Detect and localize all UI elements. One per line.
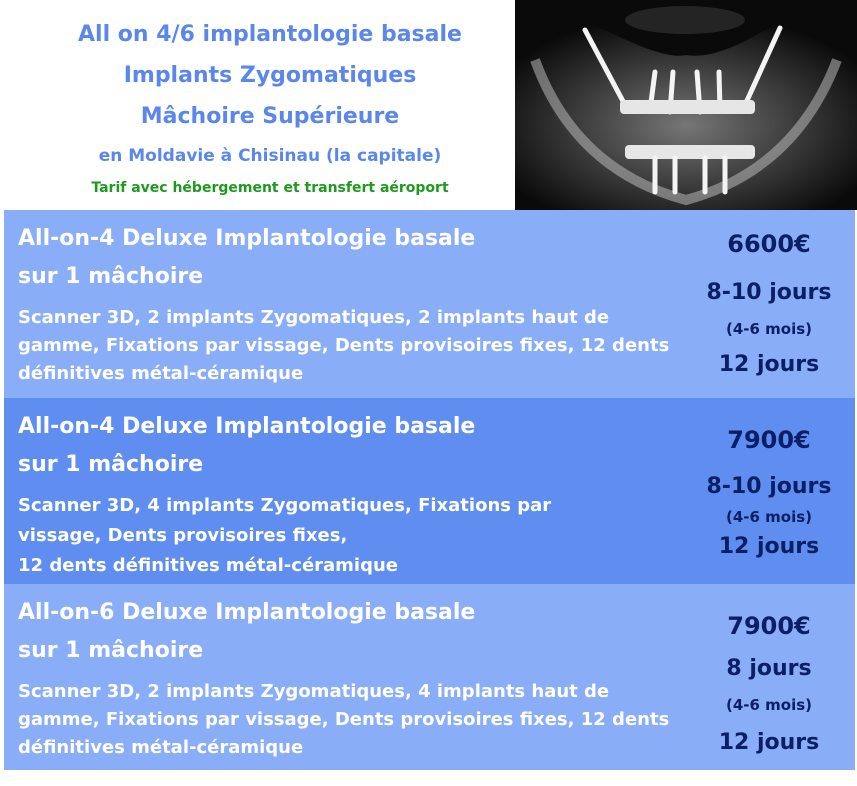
offer-description-line: 12 dents définitives métal-céramique [18, 555, 399, 576]
offer-row [4, 210, 855, 398]
offer-second-stay: 12 jours [718, 730, 820, 755]
offer-description-line: Scanner 3D, 4 implants Zygomatiques, Fixations par [18, 495, 552, 516]
offer-title: All-on-4 Deluxe Implantologie basale [18, 414, 476, 439]
header-tariff-note: Tarif avec hébergement et transfert aéroport [91, 180, 449, 196]
header-subtitle-implants: Implants Zygomatiques [123, 63, 417, 88]
offer-row [4, 398, 855, 584]
page-header [0, 0, 515, 210]
offer-title: All-on-4 Deluxe Implantologie basale [18, 226, 476, 251]
offer-price: 7900€ [727, 426, 811, 454]
offer-description: Scanner 3D, 2 implants Zygomatiques, 4 implants haut de gamme, Fixations par vissage, Dents provisoires fixes, 12 dents définitives métal-céramique [18, 681, 670, 758]
offer-row [4, 584, 855, 770]
offer-stay-duration: 8-10 jours [706, 280, 832, 305]
offer-interval: (4-6 mois) [725, 696, 813, 714]
offer-second-stay: 12 jours [718, 352, 820, 377]
offer-subtitle: sur 1 mâchoire [18, 638, 204, 663]
header-location: en Moldavie à Chisinau (la capitale) [98, 146, 442, 166]
offer-description-line: vissage, Dents provisoires fixes, [18, 525, 348, 546]
offer-interval: (4-6 mois) [725, 320, 813, 338]
offer-price: 6600€ [727, 230, 811, 258]
offer-stay-duration: 8 jours [726, 656, 812, 681]
dental-xray-image [515, 0, 857, 210]
offer-description: Scanner 3D, 2 implants Zygomatiques, 2 implants haut de gamme, Fixations par vissage, Dents provisoires fixes, 12 dents définitives métal-céramique [18, 307, 670, 384]
header-title: All on 4/6 implantologie basale [78, 22, 462, 47]
offer-price: 7900€ [727, 612, 811, 640]
dental-xray-panoramic-icon [515, 0, 857, 210]
header-subtitle-jaw: Mâchoire Supérieure [140, 104, 400, 129]
offer-subtitle: sur 1 mâchoire [18, 264, 204, 289]
offer-stay-duration: 8-10 jours [706, 474, 832, 499]
offer-subtitle: sur 1 mâchoire [18, 452, 204, 477]
offer-title: All-on-6 Deluxe Implantologie basale [18, 600, 476, 625]
offer-interval: (4-6 mois) [725, 508, 813, 526]
offer-second-stay: 12 jours [718, 534, 820, 559]
